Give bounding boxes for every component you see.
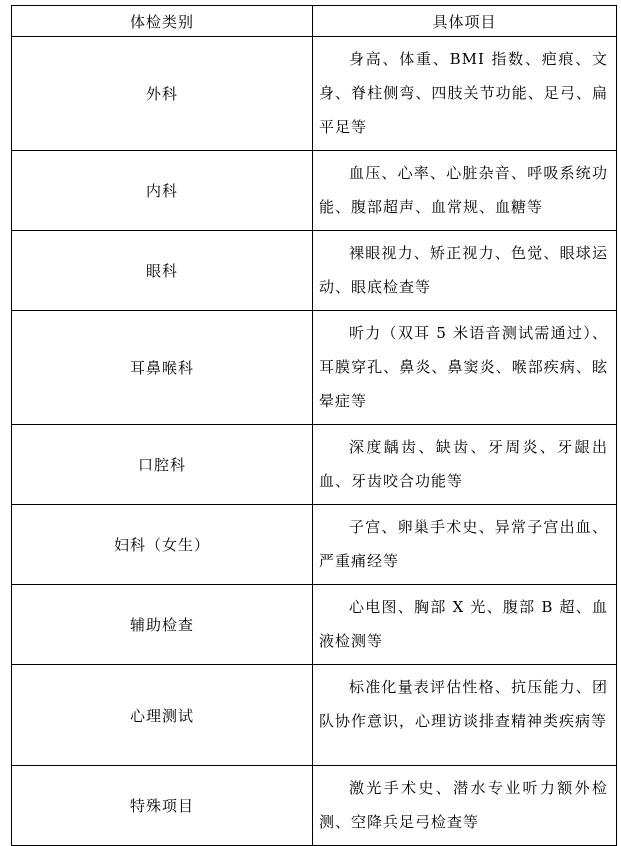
items-text: 听力（双耳 5 米语音测试需通过）、耳膜穿孔、鼻炎、鼻窦炎、喉部疾病、眩晕症等: [319, 324, 608, 410]
column-header-category: 体检类别: [12, 6, 313, 37]
items-text: 子宫、卵巢手术史、异常子宫出血、严重痛经等: [319, 518, 608, 570]
category-cell: 外科: [12, 37, 313, 151]
items-text: 标准化量表评估性格、抗压能力、团队协作意识，心理访谈排查精神类疾病等: [319, 678, 608, 730]
category-cell: 口腔科: [12, 425, 313, 505]
items-text: 心电图、胸部 X 光、腹部 B 超、血液检测等: [319, 598, 608, 650]
items-text: 身高、体重、BMI 指数、疤痕、文身、脊柱侧弯、四肢关节功能、足弓、扁平足等: [319, 50, 608, 136]
table-row: [12, 505, 617, 585]
category-cell: 内科: [12, 151, 313, 231]
category-cell: 眼科: [12, 231, 313, 311]
category-cell: 妇科（女生）: [12, 505, 313, 585]
items-text: 激光手术史、潜水专业听力额外检测、空降兵足弓检查等: [319, 779, 608, 831]
items-text: 深度龋齿、缺齿、牙周炎、牙龈出血、牙齿咬合功能等: [319, 438, 608, 490]
table-row: [12, 665, 617, 766]
items-cell: [313, 231, 617, 311]
table-row: [12, 311, 617, 425]
table-row: [12, 151, 617, 231]
items-cell: [313, 665, 617, 766]
items-cell: [313, 425, 617, 505]
items-text: 血压、心率、心脏杂音、呼吸系统功能、腹部超声、血常规、血糖等: [319, 164, 608, 216]
category-cell: 耳鼻喉科: [12, 311, 313, 425]
category-cell: 心理测试: [12, 665, 313, 766]
physical-exam-table: [11, 5, 617, 846]
items-text: 裸眼视力、矫正视力、色觉、眼球运动、眼底检查等: [319, 244, 608, 296]
table-row: [12, 766, 617, 846]
category-cell: 特殊项目: [12, 766, 313, 846]
items-cell: [313, 766, 617, 846]
table-row: [12, 585, 617, 665]
category-cell: 辅助检查: [12, 585, 313, 665]
table-header-row: [12, 6, 617, 37]
table-row: [12, 37, 617, 151]
items-cell: [313, 151, 617, 231]
items-cell: [313, 585, 617, 665]
table-row: [12, 425, 617, 505]
column-header-items: 具体项目: [313, 6, 617, 37]
items-cell: [313, 311, 617, 425]
items-cell: [313, 37, 617, 151]
table-row: [12, 231, 617, 311]
items-cell: [313, 505, 617, 585]
